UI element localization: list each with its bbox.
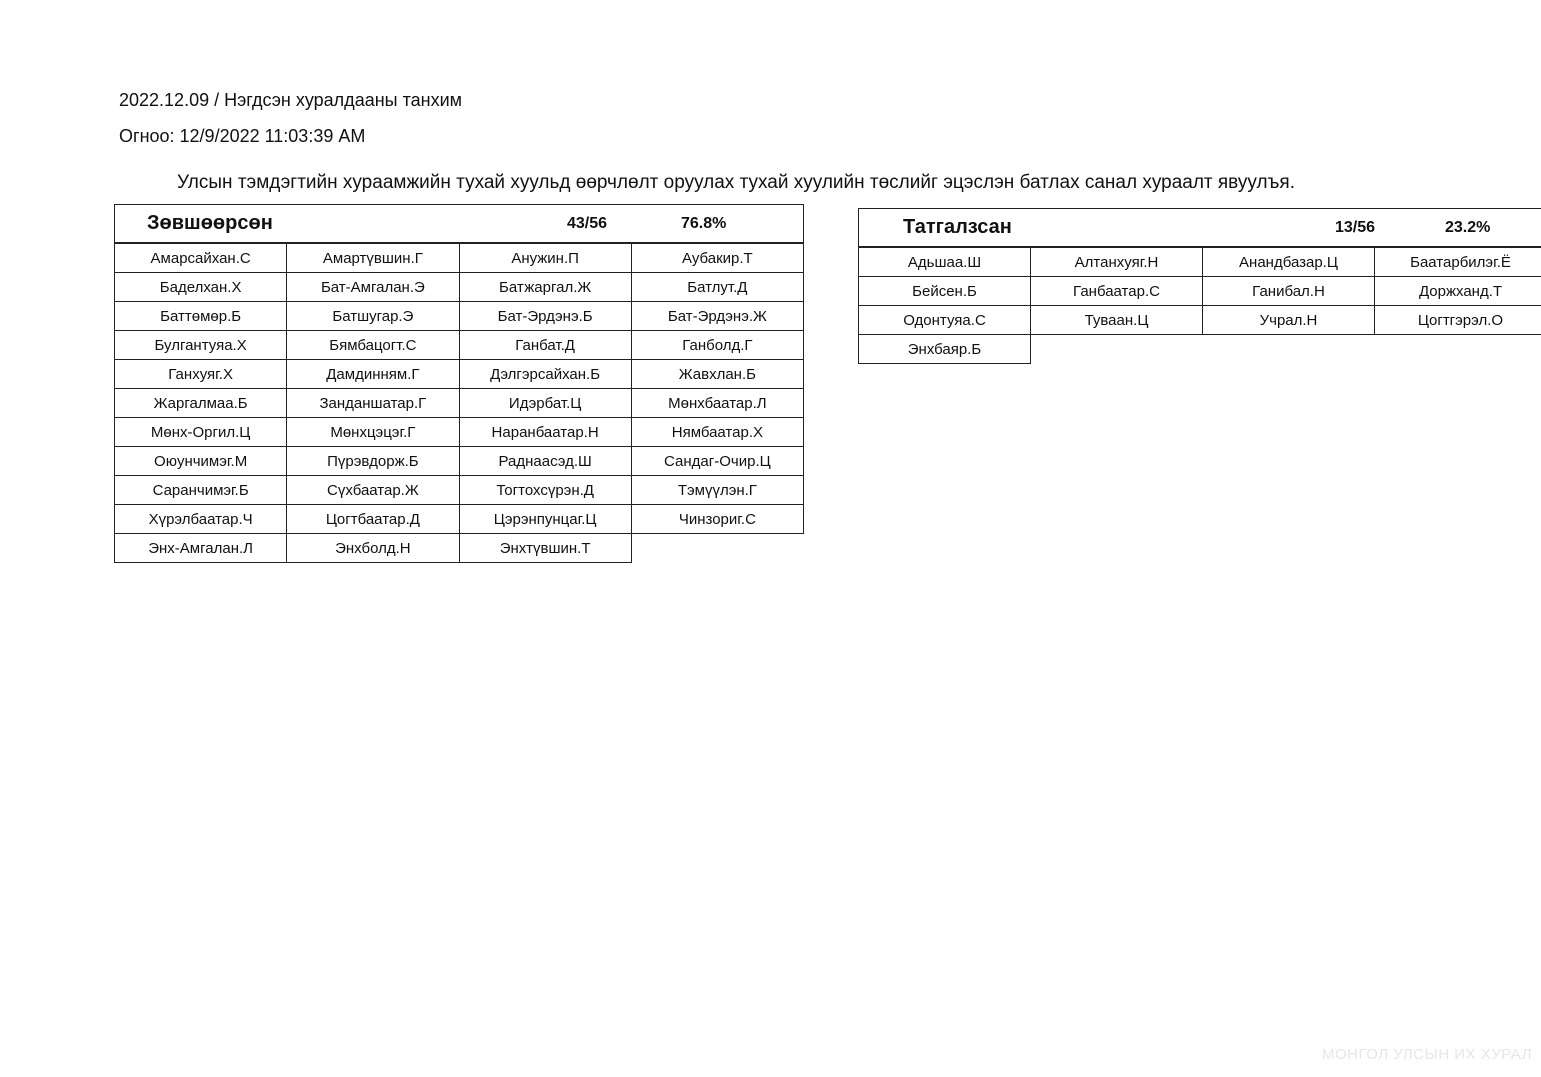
member-name: Дамдинням.Г [287,360,459,389]
reject-header [859,209,1541,248]
member-name: Доржханд.Т [1375,277,1541,306]
empty-cell [1031,335,1203,364]
member-name: Баттөмөр.Б [115,302,287,331]
member-name: Тогтохсүрэн.Д [459,476,631,505]
member-name: Ганибал.Н [1203,277,1375,306]
reject-percent: 23.2% [1445,219,1491,236]
member-name: Ганболд.Г [631,331,803,360]
member-name: Амартүвшин.Г [287,243,459,273]
session-title: 2022.12.09 / Нэгдсэн хуралдааны танхим [119,90,463,110]
member-name: Амарсайхан.С [115,243,287,273]
table-row [115,302,804,331]
member-name: Баделхан.Х [115,273,287,302]
member-name: Занданшатар.Г [287,389,459,418]
member-name: Энхболд.Н [287,534,459,563]
member-name: Бямбацогт.С [287,331,459,360]
member-name: Бат-Амгалан.Э [287,273,459,302]
reject-names [859,247,1541,364]
reject-count: 13/56 [1335,219,1376,236]
member-name: Алтанхуяг.Н [1031,247,1203,277]
member-name: Мөнхцэцэг.Г [287,418,459,447]
approve-title: Зөвшөөрсөн [147,212,273,234]
member-name: Ганбаатар.С [1031,277,1203,306]
member-name: Нямбаатар.Х [631,418,803,447]
table-row [859,247,1541,277]
member-name: Жаргалмаа.Б [115,389,287,418]
member-name: Адьшаа.Ш [859,247,1031,277]
approve-table [114,204,804,563]
member-name: Учрал.Н [1203,306,1375,335]
reject-table [858,208,1541,364]
member-name: Энхбаяр.Б [859,335,1031,364]
table-row [859,306,1541,335]
member-name: Пүрэвдорж.Б [287,447,459,476]
table-row [115,418,804,447]
member-name: Жавхлан.Б [631,360,803,389]
approve-percent: 76.8% [681,215,727,232]
member-name: Цэрэнпунцаг.Ц [459,505,631,534]
member-name: Мөнхбаатар.Л [631,389,803,418]
approve-count: 43/56 [567,215,608,232]
member-name: Анандбазар.Ц [1203,247,1375,277]
approve-names [115,243,804,563]
member-name: Раднаасэд.Ш [459,447,631,476]
member-name: Батжаргал.Ж [459,273,631,302]
member-name: Энх-Амгалан.Л [115,534,287,563]
reject-title: Татгалзсан [903,216,1012,238]
member-name: Энхтүвшин.Т [459,534,631,563]
member-name: Батшугар.Э [287,302,459,331]
motion-text: Улсын тэмдэгтийн хураамжийн тухай хуульд өөрчлөлт оруулах тухай хуулийн төслийг эцэслэн батлах санал хураалт явуулъя. [177,172,1295,193]
table-row [859,277,1541,306]
member-name: Батлут.Д [631,273,803,302]
table-row [115,505,804,534]
member-name: Дэлгэрсайхан.Б [459,360,631,389]
member-name: Аубакир.Т [631,243,803,273]
table-row [115,360,804,389]
member-name: Ганхуяг.Х [115,360,287,389]
empty-cell [631,534,803,563]
watermark: МОНГОЛ УЛСЫН ИХ ХУРАЛ [1322,1046,1532,1063]
member-name: Саранчимэг.Б [115,476,287,505]
member-name: Оюунчимэг.М [115,447,287,476]
table-row [115,447,804,476]
member-name: Идэрбат.Ц [459,389,631,418]
member-name: Сандаг-Очир.Ц [631,447,803,476]
member-name: Тэмүүлэн.Г [631,476,803,505]
table-row [115,534,804,563]
approve-header [115,205,804,244]
table-row [115,389,804,418]
empty-cell [1203,335,1375,364]
table-row [115,243,804,273]
member-name: Сүхбаатар.Ж [287,476,459,505]
member-name: Ганбат.Д [459,331,631,360]
table-row [115,273,804,302]
member-name: Мөнх-Оргил.Ц [115,418,287,447]
member-name: Бат-Эрдэнэ.Ж [631,302,803,331]
member-name: Анужин.П [459,243,631,273]
member-name: Цогтгэрэл.О [1375,306,1541,335]
member-name: Одонтуяа.С [859,306,1031,335]
member-name: Чинзориг.С [631,505,803,534]
member-name: Туваан.Ц [1031,306,1203,335]
member-name: Наранбаатар.Н [459,418,631,447]
member-name: Бейсен.Б [859,277,1031,306]
table-row [859,335,1541,364]
empty-cell [1375,335,1541,364]
vote-date: Огноо: 12/9/2022 11:03:39 AM [119,126,366,146]
member-name: Цогтбаатар.Д [287,505,459,534]
member-name: Бат-Эрдэнэ.Б [459,302,631,331]
table-row [115,331,804,360]
table-row [115,476,804,505]
member-name: Баатарбилэг.Ё [1375,247,1541,277]
member-name: Булгантуяа.Х [115,331,287,360]
member-name: Хүрэлбаатар.Ч [115,505,287,534]
